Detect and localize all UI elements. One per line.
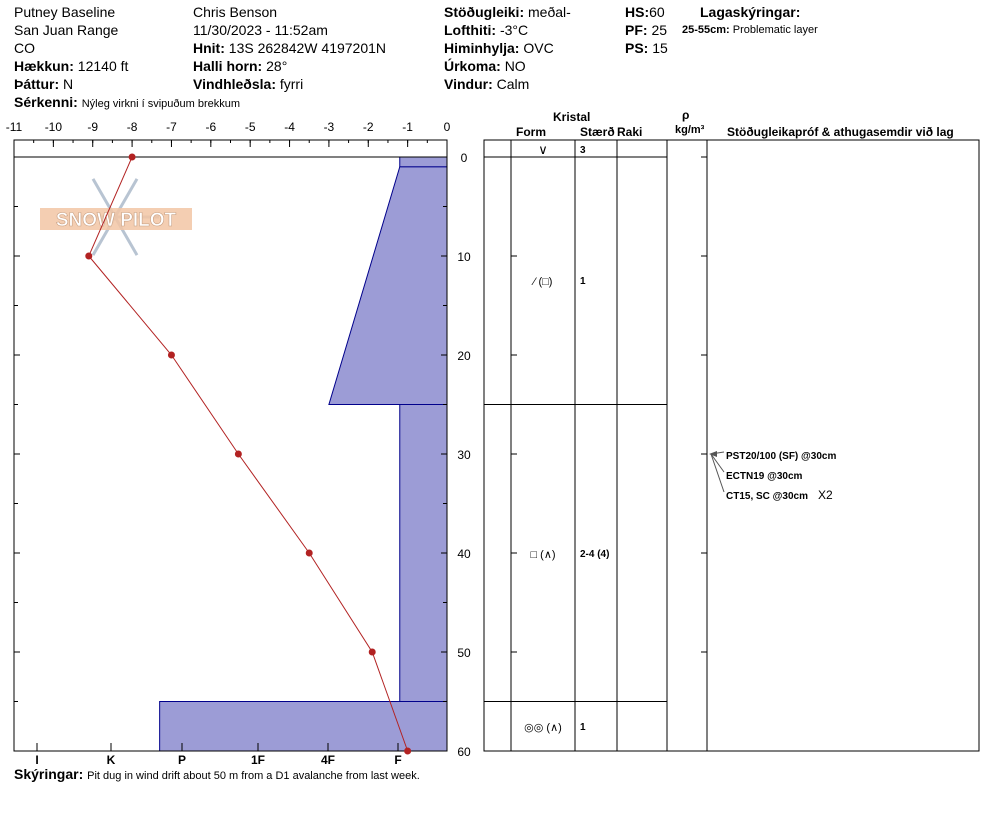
datetime: 11/30/2023 - 11:52am (193, 22, 328, 38)
depth-tick-label: 40 (457, 547, 471, 561)
stability-test: PST20/100 (SF) @30cm (726, 451, 837, 462)
wind-loading: Vindhleðsla: fyrri (193, 76, 304, 92)
hardness-layer-3 (160, 702, 447, 752)
features: Sérkenni: Nýleg virkni í svipuðum brekkum (14, 94, 241, 110)
hardness-tick-label: 4F (320, 753, 336, 767)
depth-tick-label: 30 (457, 448, 471, 462)
depth-tick-label: 0 (460, 151, 468, 165)
temp-tick-label: -9 (87, 120, 99, 134)
test-leader-line (711, 454, 724, 492)
observer: Chris Benson (193, 4, 278, 20)
precipitation: Úrkoma: NO (444, 58, 526, 74)
temperature-point (369, 649, 376, 656)
coordinates: Hnit: 13S 262842W 4197201N (193, 40, 387, 56)
depth-tick-label: 20 (457, 349, 471, 363)
hardness-tick-label: F (394, 753, 402, 767)
range: San Juan Range (14, 22, 119, 38)
slope-angle: Halli horn: 28° (193, 58, 288, 74)
temp-tick-label: -2 (362, 120, 374, 134)
tests-header: Stöðugleikapróf & athugasemdir við lag (727, 125, 954, 139)
temperature-line (89, 157, 408, 751)
temp-tick-label: -7 (166, 120, 177, 134)
crystal-header: Kristal (553, 110, 591, 124)
temperature-point (306, 550, 313, 557)
temperature-point (85, 253, 92, 260)
density-unit-header: kg/m³ (675, 124, 705, 136)
temp-tick-label: -11 (5, 120, 23, 134)
layer-form: ∨ (538, 142, 548, 157)
layer-size: 3 (580, 145, 586, 156)
hardness-tick-label: 1F (250, 753, 266, 767)
layer-form: ⁄ (□) (533, 276, 553, 288)
temp-tick-label: -3 (323, 120, 335, 134)
hardness-layer-2 (400, 405, 447, 702)
hardness-layer-1 (329, 167, 447, 405)
layer-form: ◎◎ (∧) (524, 722, 562, 734)
form-header: Form (516, 125, 546, 139)
stability: Stöðugleiki: meðal- (444, 4, 571, 20)
hardness-tick-label: P (177, 753, 187, 767)
temp-tick-label: -5 (244, 120, 256, 134)
stability-test-count: X2 (818, 488, 833, 502)
wind: Vindur: Calm (444, 76, 530, 92)
stability-test: CT15, SC @30cm (726, 491, 809, 502)
hs-value: HS:60 (625, 4, 665, 20)
hardness-layer-0 (400, 157, 447, 167)
logo-text: SNOW PILOT (55, 210, 177, 231)
layer-size: 1 (580, 722, 586, 733)
layer-form: □ (∧) (530, 549, 556, 561)
depth-tick-label: 10 (457, 250, 471, 264)
layer-notes-title: Lagaskýringar: (700, 4, 801, 20)
pf-value: PF: 25 (625, 22, 668, 38)
air-temp: Lofthiti: -3°C (444, 22, 529, 38)
layer-table-frame (484, 140, 979, 751)
comments: Skýringar: Pit dug in wind drift about 50 m from a D1 avalanche from last week. (14, 766, 420, 782)
snowpilot-logo (40, 179, 192, 255)
hardness-tick-label: I (35, 753, 39, 767)
layer-size: 1 (580, 276, 586, 287)
layer-size: 2-4 (4) (580, 549, 610, 560)
ps-value: PS: 15 (625, 40, 668, 56)
stability-test: ECTN19 @30cm (726, 471, 803, 482)
temperature-point (404, 748, 411, 755)
temp-tick-label: -6 (205, 120, 217, 134)
temp-tick-label: -8 (126, 120, 138, 134)
layer-note: 25-55cm: Problematic layer (682, 24, 818, 36)
elevation: Hækkun: 12140 ft (14, 58, 129, 74)
test-leader-line (711, 454, 724, 472)
depth-tick-label: 50 (457, 646, 471, 660)
aspect: Þáttur: N (14, 76, 74, 92)
sky-cover: Himinhylja: OVC (444, 40, 554, 56)
temp-tick-label: -4 (284, 120, 295, 134)
temp-tick-label: 0 (443, 120, 451, 134)
temperature-point (129, 154, 136, 161)
hardness-tick-label: K (106, 753, 116, 767)
temperature-point (235, 451, 242, 458)
temperature-point (168, 352, 175, 359)
temp-tick-label: -1 (402, 120, 413, 134)
location: Putney Baseline (14, 4, 116, 20)
state: CO (14, 40, 35, 56)
size-header: Stærð (580, 125, 615, 139)
depth-tick-label: 60 (457, 745, 471, 759)
rho-header: ρ (682, 108, 690, 122)
moisture-header: Raki (617, 125, 643, 139)
temp-tick-label: -10 (44, 120, 63, 134)
